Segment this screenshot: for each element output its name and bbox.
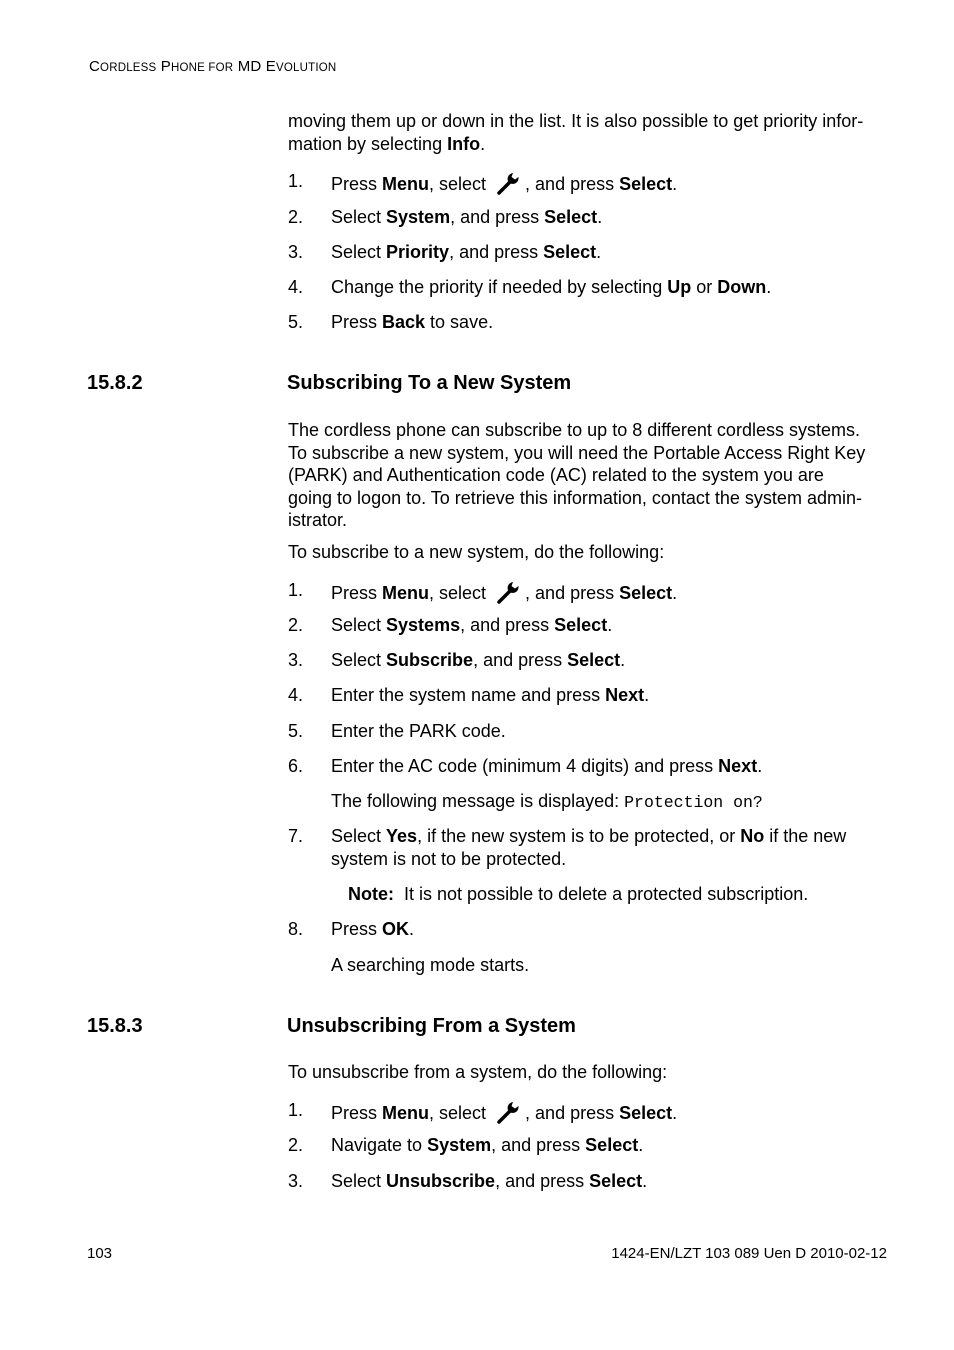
message-displayed: The following message is displayed: Protection on?: [331, 791, 763, 812]
wrench-icon: [495, 170, 523, 196]
document-id: 1424-EN/LZT 103 089 Uen D 2010-02-12: [611, 1245, 887, 1262]
body-paragraph: The cordless phone can subscribe to up to 8 different cordless systems. To subscribe a new system, you will need the Portable Access Right Key (PARK) and Authentication code (AC) related to the system you are going to logon to. To retrieve this information, contact the system admin- istrator.: [288, 420, 866, 530]
step-result: A searching mode starts.: [331, 955, 530, 975]
body-paragraph: To unsubscribe from a system, do the following:: [288, 1062, 668, 1082]
body-paragraph: To subscribe to a new system, do the following:: [288, 542, 665, 562]
running-header: CORDLESS PHONE FOR MD EVOLUTION: [89, 58, 337, 75]
note-label: Note:: [348, 884, 394, 904]
code-text: Protection on?: [624, 793, 763, 812]
wrench-icon: [495, 1099, 523, 1125]
page-number: 103: [87, 1245, 113, 1262]
note: Note: It is not possible to delete a protected subscription.: [348, 884, 809, 904]
intro-paragraph: moving them up or down in the list. It is also possible to get priority infor- mation by selecting Info.: [288, 111, 864, 154]
wrench-icon: [495, 579, 523, 605]
